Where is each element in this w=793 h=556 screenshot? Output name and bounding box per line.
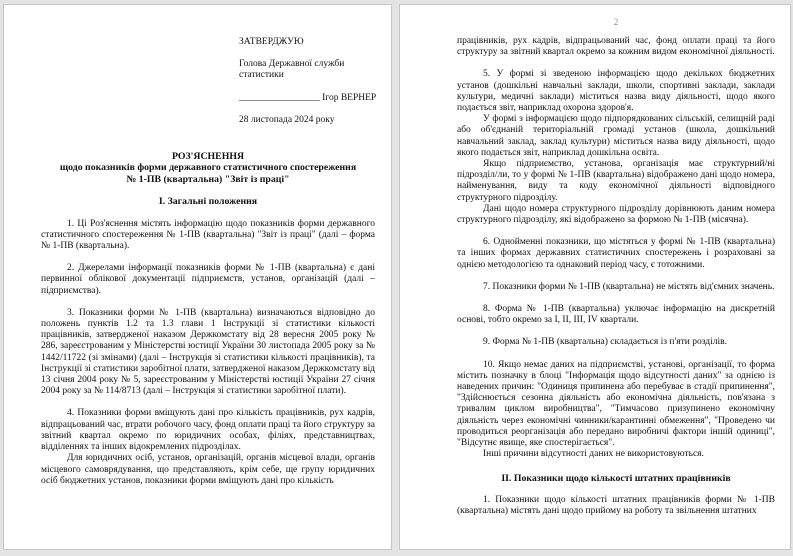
approval-date: 28 листопада 2024 року [239,114,335,125]
paragraph: працівників, рух кадрів, відпрацьований час, фонд оплати праці та його структуру за звітний квартал окремо за кожним видом економічної діяльності. [457,36,775,58]
approval-block [239,37,377,126]
document-title-line2: щодо показників форми державного статистичного спостереження [59,162,357,174]
section-heading-2: II. Показники щодо кількості штатних працівників [501,472,731,484]
signature-line: _________________ Ігор ВЕРНЕР [239,92,377,103]
paragraph: 1. Показники щодо кількості штатних працівників форми № 1-ПВ (квартальна) містять дані щодо прийому на роботу та звільнення штатних [457,494,775,517]
approval-stamp-label: ЗАТВЕРДЖУЮ [239,37,304,47]
paragraph: 9. Форма № 1-ПВ (квартальна) складається із п'яти розділів. [483,337,727,348]
paragraph: 1. Ці Роз'яснення містять інформацію щодо показників форми державного статистичного спостереження № 1-ПВ (квартальна) "Звіт із праці" (далі – форма № 1-ПВ (квартальна). [41,218,375,252]
paragraph: У формі з інформацією щодо підпорядкованих сільській, селищній раді або об'єднаній територіальній громаді установ (школа, дошкільний навчальний заклад, заклад культури) міститься назва виду діяльності, щодо якого подається звіт, наприклад дошкільна освіта. [457,114,775,158]
approver-title: Голова Державної служби статистики [239,59,345,81]
paragraph: Для юридичних осіб, установ, організацій, органів місцевої влади, органів місцевого самоврядування, що представляють, крім себе, ще групу юридичних осіб бюджетних установ, показники форми вміщують дані про кількість [41,453,375,486]
paragraph: 3. Показники форми № 1-ПВ (квартальна) визначаються відповідно до положень пунктів 1.2 та 1.3 глави 1 Інструкції зі статистики кількості працівників, затвердженої наказом Держкомстату від 28 вересня 2005 року № 286, зареєстрованим у Міністерстві юстиції України 30 листопада 2005 року за № 1442/11722 (зі змінами) (далі – Інструкція зі статистики кількості працівників), та Інструкції зі статистики заробітної плати, затвердженої наказом Держкомстату від 13 січня 2004 року № 5, зареєстрованим у Міністерстві юстиції України 27 січня 2004 року за № 114/8713 (далі – Інструкція зі статистики заробітної плати). [41,307,375,397]
paragraph: Дані щодо номера структурного підрозділу дорівнюють даним номера структурного підрозділу, які відображено за формою № 1-ПВ (місячна). [457,203,775,226]
document-title-line1: РОЗ'ЯСНЕННЯ [171,151,245,163]
paragraph: 5. У формі зі зведеною інформацією щодо декількох бюджетних установ (дошкільні навчальні заклади, школи, спортивні заклади, заклади культури, медичні заклади) міститься назва виду діяльності, щодо якого подається звіт, наприклад охорона здоров'я. [457,69,775,114]
paragraph: Якщо підприємство, установа, організація має структурний/ні підрозділ/ли, то у формі № 1-ПВ (квартальна) відображено дані щодо номера, найменування, виду та коду економічної діяльності відповідного структурного підрозділу. [457,159,775,203]
page-number: 2 [613,17,619,27]
paragraph: 8. Форма № 1-ПВ (квартальна) уключає інформацію на дискретній основі, тобто окремо за I, II, III, IV квартали. [457,304,775,326]
paragraph: 6. Однойменні показники, що містяться у формі № 1-ПВ (квартальна) та інших формах державних статистичних спостережень і розраховані за однією методологією та однаковий період часу, є тотожними. [457,237,775,270]
document-title-line3: № 1-ПВ (квартальна) "Звіт із праці" [126,173,290,185]
paragraph: 10. Якщо немає даних на підприємстві, установі, організації, то форма містить позначку в блоці "Інформація щодо відсутності даних" за однією із наведених причин: "Одиниця припинена або перебуває в стадії припинення", "Здійснюється сезонна діяльність або економічна діяльність, пов'язана з тривалим циклом виробництва", "Тимчасово призупинено економічну діяльність через економічні чинники/карантинні обмеження", "Проведено чи проводиться реорганізація або передано виробничі фактори іншій одиниці", "Відсутнє явище, яке спостерігається". [457,359,775,449]
paragraph: Інші причини відсутності даних не використовуються. [483,449,704,460]
section-heading-1: I. Загальні положення [158,196,258,208]
paragraph: 2. Джерелами інформації показників форми № 1-ПВ (квартальна) є дані первинної облікової документації підприємств, установ, організацій (далі – підприємства). [41,263,375,296]
document-page-2 [399,4,791,550]
document-page-1 [3,4,392,550]
paragraph: 4. Показники форми вміщують дані про кількість працівників, рух кадрів, відпрацьований час, втрати робочого часу, фонд оплати праці та його структуру за звітний квартал окремо по юридичних особах, філіях, представництвах, відділеннях та інших відокремлених підрозділах. [41,408,375,453]
paragraph: 7. Показники форми № 1-ПВ (квартальна) не містять від'ємних значень. [483,281,775,292]
document-title [41,151,375,185]
